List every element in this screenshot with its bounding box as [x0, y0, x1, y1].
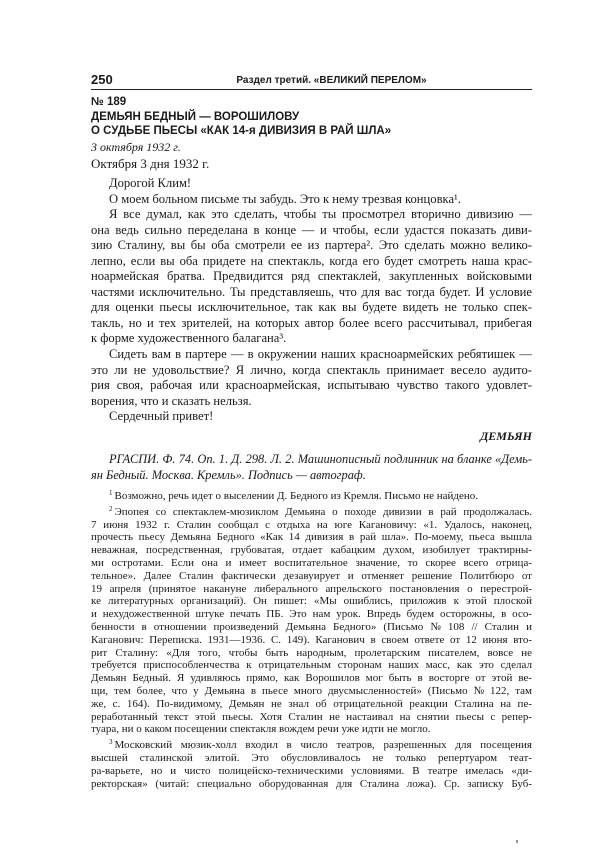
footnote-line-text: щи, тем более, что у Демьяна в пьесе много двусмысленностей» (Письмо № 122, там: [91, 684, 532, 697]
footnote-line-text: ра-варьете, но и чисто полицейско-техническими условиями. В театре имелась «ди-: [91, 764, 532, 777]
footnote-line-text: 19 апреля (принятое накануне либерального апрельского постановления о перестрой-: [91, 582, 532, 595]
letter-body: [91, 176, 532, 425]
body-line: [91, 254, 532, 270]
body-line-text: лепно, если вы оба придете на спектакль, когда его будет смотреть наша крас-: [91, 253, 532, 268]
footnote-line-text: Возможно, речь идет о выселении Д. Бедного из Кремля. Письмо не найдено.: [114, 490, 479, 502]
body-line-text: зию Сталину, вы бы оба смотрели ее из партера². Это сделать можно велико-: [91, 238, 532, 253]
body-line-text: ворения, что и сказать нельзя.: [91, 393, 252, 408]
header-rule: [91, 89, 532, 90]
body-line-text: она ведь сильно переделана в конце — и чтобы, если удастся показать диви-: [91, 222, 532, 237]
footnotes: [91, 487, 532, 790]
body-line: [91, 285, 532, 301]
document-title-line: ДЕМЬЯН БЕДНЫЙ — ВОРОШИЛОВУ: [91, 110, 300, 123]
body-line-text: такль, но и тех зрителей, на которых автор более всего рассчитывал, прибегая: [91, 315, 532, 330]
footnote-line-text: прочесть пьесу Демьяна Бедного «Как 14 дивизия в рай шла». По-моему, пьеса вышла: [91, 531, 532, 544]
footnote-line-text: и нехудожественной штуке печать ПБ. Это нам урок. Впредь будем осторожны, в осо-: [91, 608, 532, 621]
body-line-text: О моем больном письме ты забудь. Это к нему трезвая концовка¹.: [109, 191, 461, 206]
body-line: [91, 238, 532, 254]
body-line: [91, 300, 532, 316]
footnote-line: [91, 778, 532, 791]
footnote-line-text: ми остротами. Если она и имеет воспитательное значение, то скорее всего отрица-: [91, 556, 532, 569]
footnote-line: [91, 736, 532, 752]
footnote-line: [91, 634, 532, 647]
footnote-line-text: Демьян Бедный. Я удивляюсь прямо, как Ворошилов мог быть в восторге от этой ве-: [91, 672, 532, 685]
scan-speck: [516, 840, 518, 843]
source-line: [91, 467, 532, 483]
body-line: [91, 269, 532, 285]
footnote-line-text: реработанный текст этой пьесы. Хотя Сталин не настаивал на снятии пьесы с репер-: [91, 710, 532, 723]
footnote-line: [91, 531, 532, 544]
body-line-text: частями исключительно. Ты представляешь, что для вас тогда будет. И условие: [91, 284, 532, 299]
footnote-line: [91, 765, 532, 778]
footnote-line: [91, 608, 532, 621]
body-line-text: это ли не удовольствие? Я лично, когда спектакль принимает весело аудито-: [91, 362, 532, 377]
footnote-line-text: тельное». Далее Сталин фактически дезавуирует и отменяет решение Политбюро от: [91, 569, 532, 582]
footnote-line-text: 7 июня 1932 г. Сталин сообщал с отдыха на юге Кагановичу: «1. Удалось, наконец,: [91, 518, 532, 531]
body-line: [91, 394, 532, 410]
body-line: [91, 207, 532, 223]
footnote-line: [91, 698, 532, 711]
body-line: [91, 176, 532, 192]
body-line: [91, 378, 532, 394]
footnote-line: [91, 723, 532, 736]
footnote-line-text: же, с. 164). По-видимому, Демьян не знал об отрицательной реакции Сталина на пе-: [91, 697, 532, 710]
body-line-text: рия своя, рабочая или красноармейская, испытываю чувство такого удовлет-: [91, 378, 532, 393]
page-number: 250: [91, 72, 113, 87]
body-line-text: Сидеть вам в партере — в окружении наших красноармейских ребятишек —: [109, 347, 532, 362]
footnote-line: [91, 711, 532, 724]
running-header: Раздел третий. «ВЕЛИКИЙ ПЕРЕЛОМ»: [236, 75, 427, 86]
body-line: [91, 331, 532, 347]
source-line-text: ян Бедный. Москва. Кремль». Подпись — автограф.: [91, 468, 366, 482]
footnote-mark: 1: [109, 489, 113, 497]
body-line-text: к форме художественного балагана³.: [91, 331, 287, 346]
body-line-text: Дорогой Клим!: [109, 176, 192, 190]
body-line-text: ноармейская братва. Предвидится ряд спектаклей, закупленных войсковыми: [91, 269, 532, 284]
footnote-line-text: неважная, посредственная, грубоватая, отдает кабацким духом, изобилует трактирны-: [91, 544, 532, 557]
footnote-line-text: Московский мюзик-холл входил в число театров, разрешенных для посещения: [114, 739, 532, 752]
footnote-line: [91, 503, 532, 519]
footnote-line: [91, 659, 532, 672]
footnote-line: [91, 583, 532, 596]
footnote-line-text: туара, ни о каком посещении спектакля вождем речи уже идти не могло.: [91, 723, 431, 736]
body-line: [91, 409, 532, 425]
letter-dateline: Октября 3 дня 1932 г.: [91, 156, 210, 171]
document-date: 3 октября 1932 г.: [91, 140, 181, 154]
footnote-line: [91, 519, 532, 532]
footnote-line-text: ректорская» (читай: специально оборудованная для Сталина ложа). Ср. записку Буб-: [91, 777, 532, 790]
footnote-line-text: требуется приспособленчества к отрицательным сторонам наших масс, как это сделал: [91, 659, 532, 672]
footnote-line: [91, 487, 532, 503]
signature: ДЕМЬЯН: [480, 429, 532, 443]
source-line-text: РГАСПИ. Ф. 74. Оп. 1. Д. 298. Л. 2. Машинописный подлинник на бланке «Демь-: [109, 452, 532, 466]
footnote-line-text: рит Сталину: «Для того, чтобы быть народным, пролетарским писателем, вовсе не: [91, 646, 532, 659]
footnote-mark: 2: [109, 504, 113, 513]
footnote-line-text: Каганович: Переписка. 1931—1936. С. 149). Каганович в своем ответе от 12 июня вто-: [91, 633, 532, 646]
footnote-line-text: Эпопея со спектаклем-мюзиклом Демьяна о походе дивизии в рай продолжалась.: [114, 505, 532, 518]
body-line: [91, 223, 532, 239]
footnote-mark: 3: [109, 738, 113, 747]
footnote-line-text: ке литературных организаций). Он пишет: «Мы ошиблись, приложив к этой плоской: [91, 595, 532, 608]
document-number: № 189: [91, 96, 127, 108]
footnote-line-text: бенности в отношении произведений Демьяна Бедного» (Письмо № 108 // Сталин и: [91, 620, 532, 633]
footnote-line: [91, 544, 532, 557]
body-line-text: Я все думал, как это сделать, чтобы ты просмотрел вторично дивизию —: [109, 207, 532, 222]
footnote-line: [91, 557, 532, 570]
source-line: [91, 451, 532, 467]
footnote-line: [91, 621, 532, 634]
body-line: [91, 316, 532, 332]
body-line: [91, 347, 532, 363]
archive-source: [91, 451, 532, 483]
document-heading: [91, 95, 391, 139]
footnote-line: [91, 595, 532, 608]
body-line: [91, 363, 532, 379]
footnote-line: [91, 647, 532, 660]
footnote-line-text: высшей сталинской элитой. Это обусловливалось не только репертуаром теат-: [91, 751, 532, 764]
footnote-line: [91, 685, 532, 698]
document-title-line: О СУДЬБЕ ПЬЕСЫ «КАК 14-я ДИВИЗИЯ В РАЙ ШЛА»: [91, 125, 392, 137]
body-line-text: для оценки пьесы исключительное, так как вы будете видеть не только спек-: [91, 300, 532, 315]
body-line-text: Сердечный привет!: [109, 409, 214, 424]
footnote-line: [91, 672, 532, 685]
footnote-line: [91, 752, 532, 765]
body-line: [91, 192, 532, 208]
footnote-line: [91, 570, 532, 583]
